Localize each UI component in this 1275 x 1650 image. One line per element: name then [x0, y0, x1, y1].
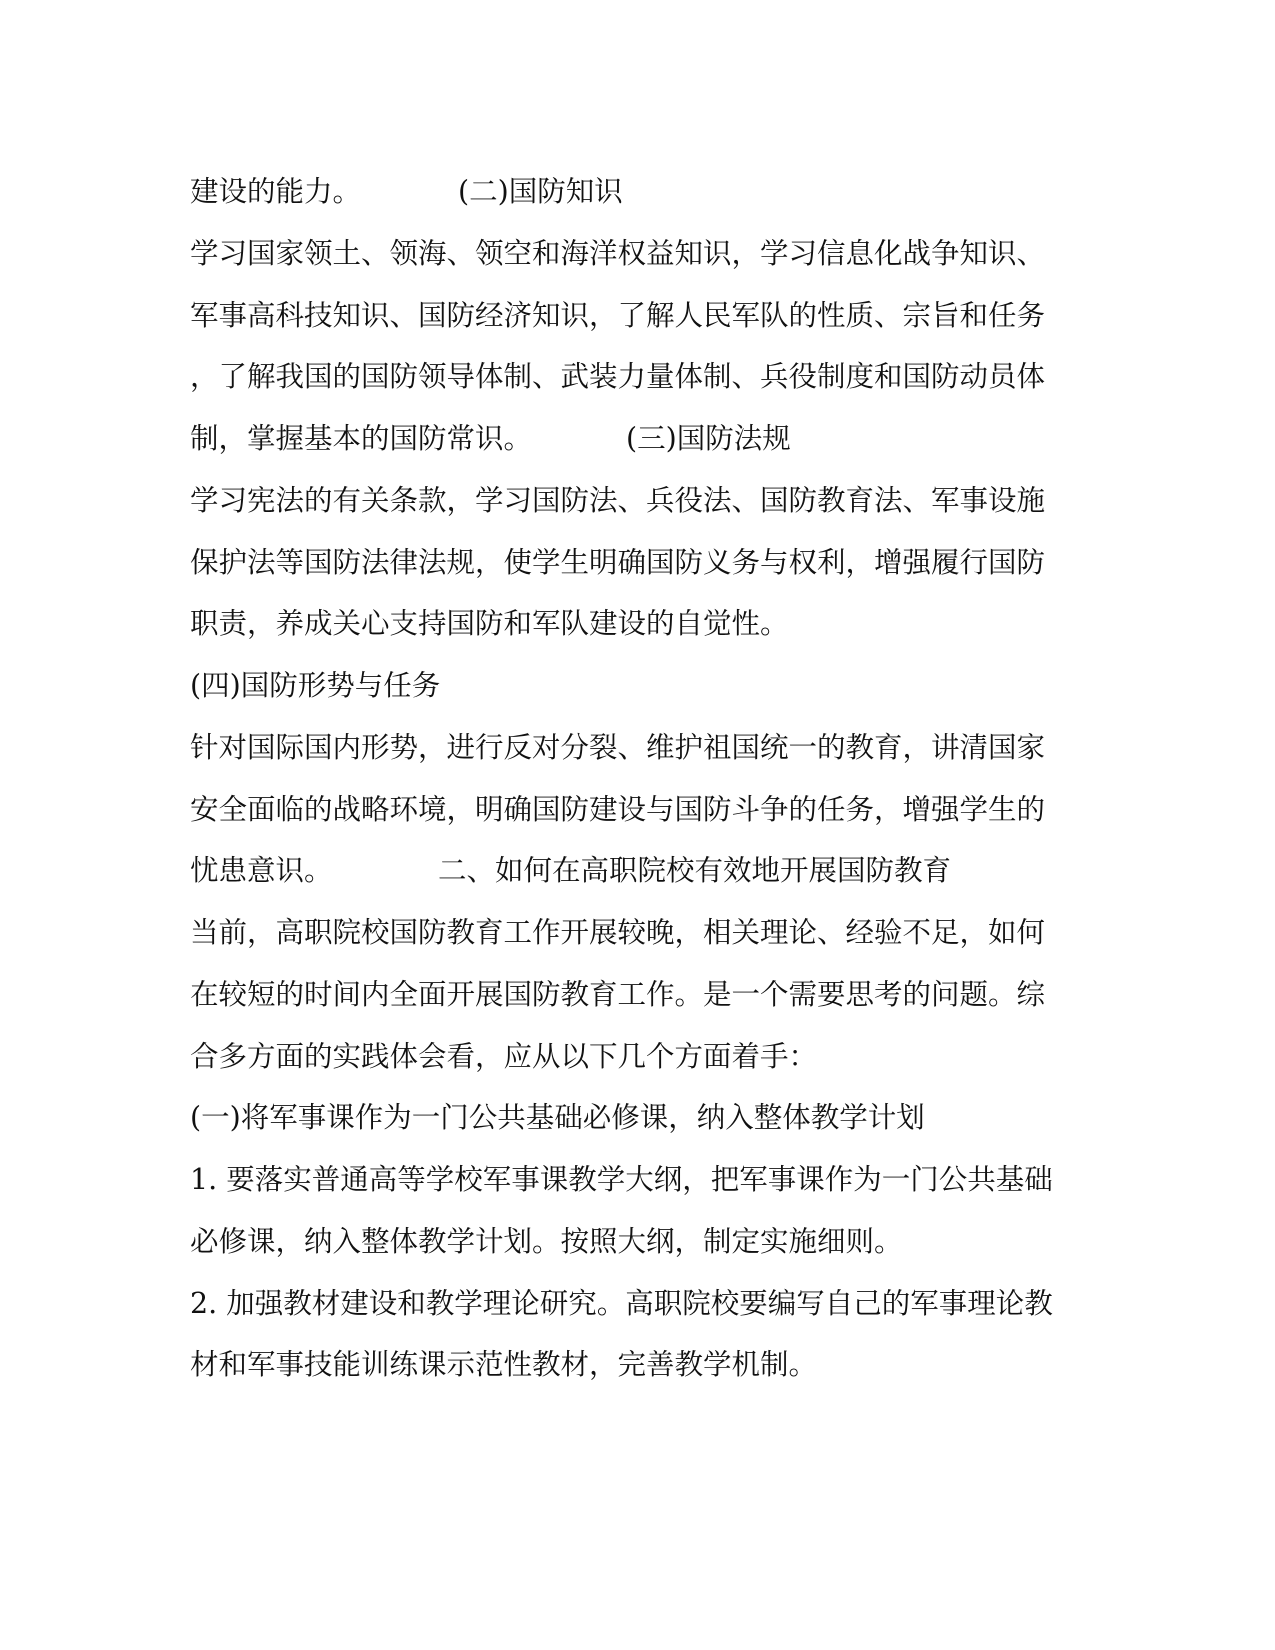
- section-heading: (四)国防形势与任务: [190, 669, 441, 702]
- paragraph-text: 学习宪法的有关条款，学习国防法、兵役法、国防教育法、军事设施: [190, 484, 1046, 517]
- section-heading: (三)国防法规: [626, 422, 791, 455]
- text-line: [190, 357, 1070, 397]
- text-line: [190, 1037, 1070, 1077]
- paragraph-text: 职责，养成关心支持国防和军队建设的自觉性。: [190, 607, 789, 640]
- text-line: [190, 790, 1070, 830]
- paragraph-text: 必修课，纳入整体教学计划。按照大纲，制定实施细则。: [190, 1225, 903, 1258]
- paragraph-text: 建设的能力。: [190, 175, 362, 208]
- section-heading: (一)将军事课作为一门公共基础必修课，纳入整体教学计划: [190, 1101, 925, 1134]
- paragraph-text: 1. 要落实普通高等学校军事课教学大纲，把军事课作为一门公共基础: [190, 1163, 1053, 1196]
- text-line: [190, 543, 1070, 583]
- text-line: [190, 1098, 1070, 1138]
- text-line: [190, 419, 1070, 459]
- paragraph-text: 制，掌握基本的国防常识。: [190, 422, 533, 455]
- paragraph-text: 军事高科技知识、国防经济知识，了解人民军队的性质、宗旨和任务: [190, 299, 1046, 332]
- paragraph-text: 安全面临的战略环境，明确国防建设与国防斗争的任务，增强学生的: [190, 793, 1046, 826]
- text-line: [190, 481, 1070, 521]
- text-line: [190, 1345, 1070, 1385]
- text-line: [190, 975, 1070, 1015]
- text-line: [190, 296, 1070, 336]
- text-line: [190, 604, 1070, 644]
- paragraph-text: 合多方面的实践体会看，应从以下几个方面着手：: [190, 1040, 818, 1073]
- text-line: [190, 1222, 1070, 1262]
- text-line: [190, 666, 1070, 706]
- text-line: [190, 1160, 1070, 1200]
- paragraph-text: 当前，高职院校国防教育工作开展较晚，相关理论、经验不足，如何: [190, 916, 1046, 949]
- text-line: [190, 851, 1070, 891]
- text-line: [190, 913, 1070, 953]
- paragraph-text: 2. 加强教材建设和教学理论研究。高职院校要编写自己的军事理论教: [190, 1287, 1053, 1320]
- text-line: [190, 1284, 1070, 1324]
- paragraph-text: 针对国际国内形势，进行反对分裂、维护祖国统一的教育，讲清国家: [190, 731, 1046, 764]
- section-heading: 二、如何在高职院校有效地开展国防教育: [438, 854, 952, 887]
- paragraph-text: 在较短的时间内全面开展国防教育工作。是一个需要思考的问题。综: [190, 978, 1046, 1011]
- paragraph-text: 保护法等国防法律法规，使学生明确国防义务与权利，增强履行国防: [190, 546, 1046, 579]
- paragraph-text: 材和军事技能训练课示范性教材，完善教学机制。: [190, 1348, 818, 1381]
- text-line: [190, 172, 1070, 212]
- paragraph-text: 学习国家领土、领海、领空和海洋权益知识，学习信息化战争知识、: [190, 237, 1046, 270]
- text-line: [190, 728, 1070, 768]
- text-line: [190, 234, 1070, 274]
- section-heading: (二)国防知识: [458, 175, 623, 208]
- paragraph-text: 忧患意识。: [190, 854, 333, 887]
- paragraph-text: ，了解我国的国防领导体制、武装力量体制、兵役制度和国防动员体: [190, 360, 1046, 393]
